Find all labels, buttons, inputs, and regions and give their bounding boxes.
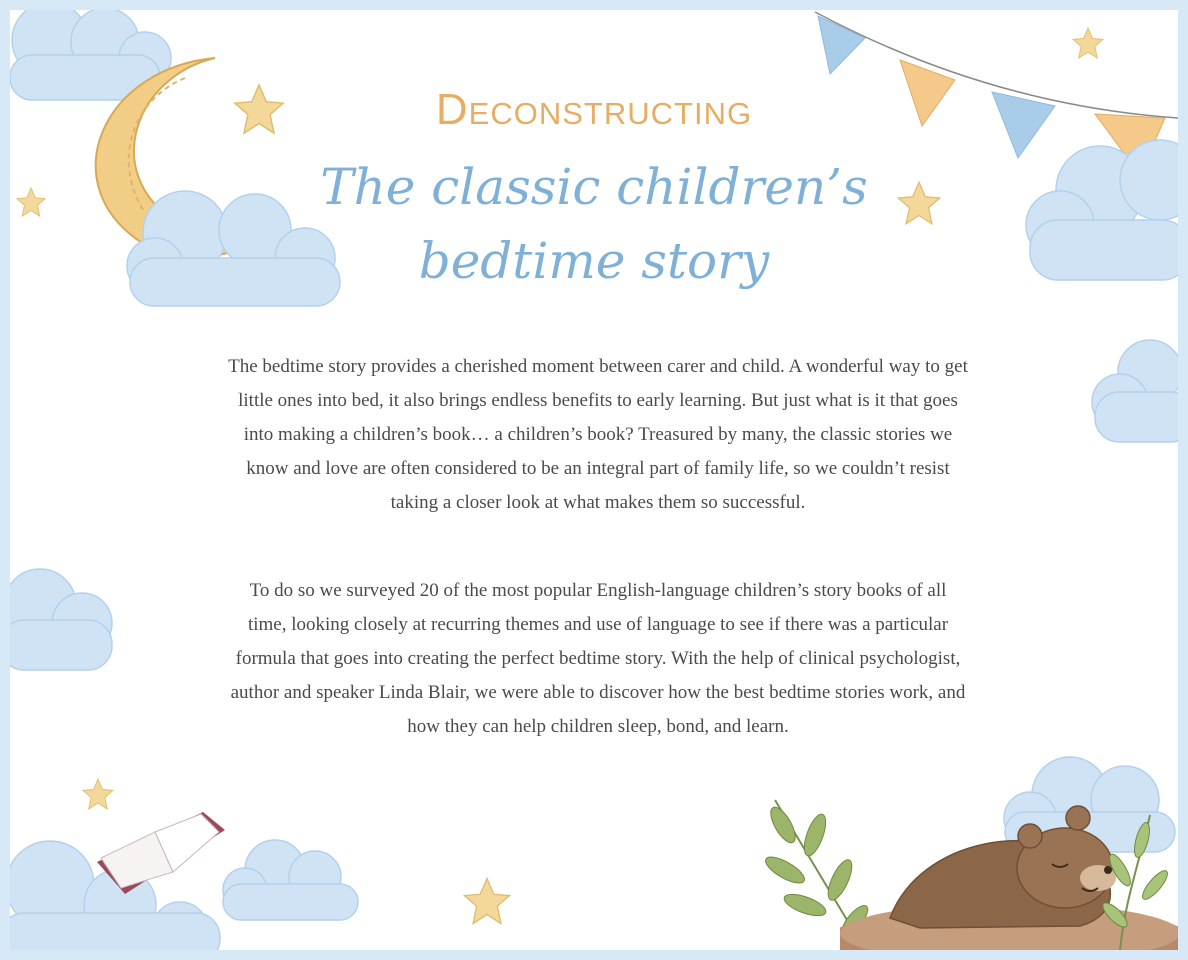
page-title-line-1: The classic children’s <box>320 158 868 216</box>
cloud-illustration-bottom-middle <box>215 832 365 927</box>
cloud-illustration-right <box>1090 332 1178 452</box>
open-book-illustration <box>85 802 235 902</box>
intro-paragraph-2: To do so we surveyed 20 of the most popular English-language children’s story books of all time, looking closely at recurring themes and use of language to see if there was a particular formula that goes into creating the perfect bedtime story. With the help of clinical psychologist, author and speaker Linda Blair, we were able to discover how the best bedtime stories work, and how they can help children sleep, bond, and learn. <box>230 580 966 737</box>
page-kicker: Deconstructing <box>435 85 753 134</box>
cloud-illustration-left-mid <box>10 565 120 680</box>
page-frame <box>10 10 1178 950</box>
page-title-line-2: bedtime story <box>418 232 770 290</box>
leaf-branch-illustration <box>1080 810 1178 950</box>
star-icon <box>460 874 514 928</box>
intro-paragraph-1: The bedtime story provides a cherished moment between carer and child. A wonderful way to get little ones into bed, it also brings endless benefits to early learning. But just what is it that goes into making a children’s book… a children’s book? Treasured by many, the classic stories we know and love are often considered to be an integral part of family life, so we couldn’t resist taking a closer look at what makes them so successful. <box>228 356 968 513</box>
